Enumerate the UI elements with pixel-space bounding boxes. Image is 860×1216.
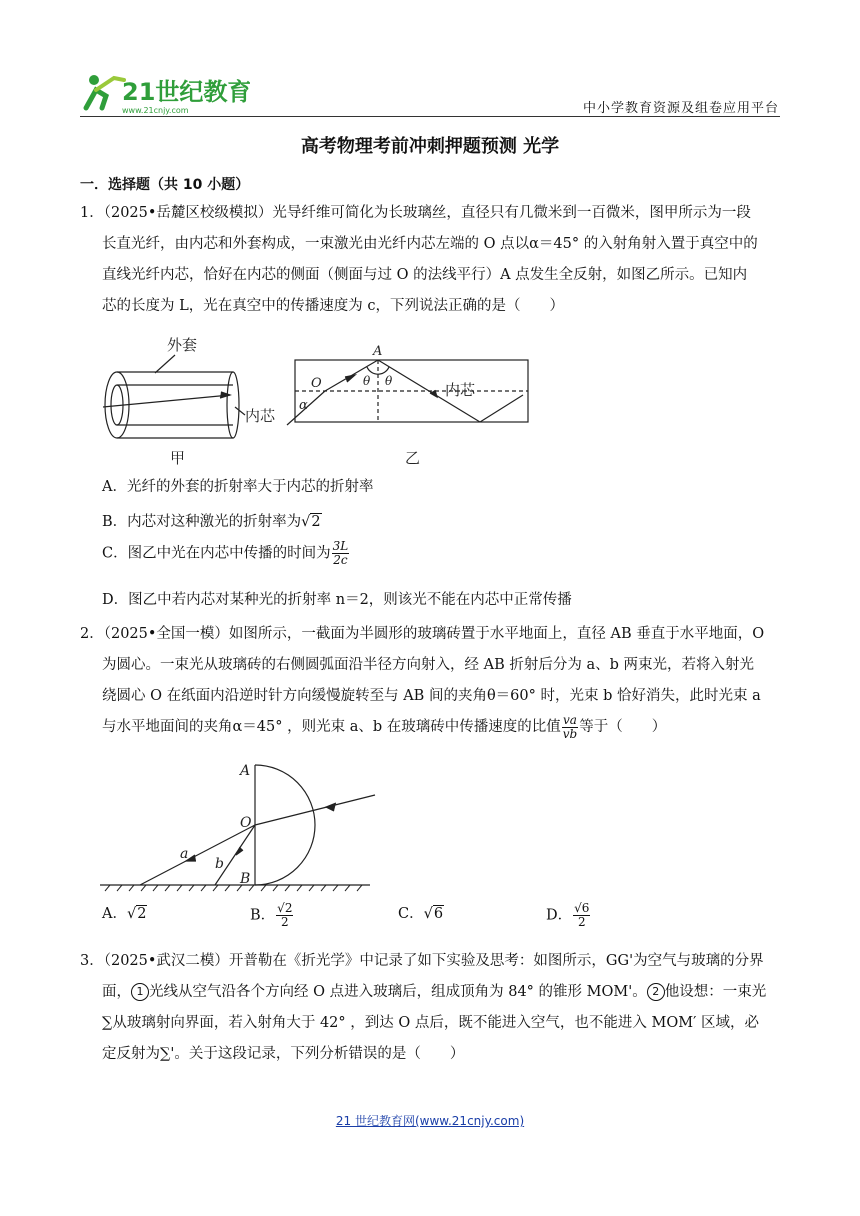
section-heading: 一．选择题（共 10 小题） xyxy=(80,177,250,193)
logo xyxy=(80,68,250,118)
header-divider xyxy=(80,116,780,117)
q2-option-d: D． $\frac{√6}{2}$ xyxy=(546,901,590,929)
q2-option-b: B． $\frac{√2}{2}$ xyxy=(250,901,293,929)
svg-text:A: A xyxy=(373,344,383,359)
q2-options xyxy=(102,902,782,929)
svg-text:21世纪教育: 21世纪教育 xyxy=(122,78,250,106)
footer-link[interactable]: 21 世纪教育网(www.21cnjy.com) xyxy=(335,1114,525,1128)
svg-text:a: a xyxy=(180,846,189,862)
q1-option-b: B．内芯对这种激光的折射率为√2 xyxy=(102,514,321,530)
svg-text:b: b xyxy=(215,856,224,872)
runner-logo-icon xyxy=(80,68,250,118)
svg-text:O: O xyxy=(240,815,252,831)
question-1-figure xyxy=(95,335,535,465)
q1-option-a: A．光纤的外套的折射率大于内芯的折射率 xyxy=(102,479,374,495)
q2-option-c: C．√6 xyxy=(398,906,444,922)
svg-text:外套: 外套 xyxy=(167,336,198,354)
svg-text:O: O xyxy=(311,376,322,391)
page-title: 高考物理考前冲刺押题预测 光学 xyxy=(300,136,560,157)
q2-option-a: A．√2 xyxy=(102,906,147,922)
svg-text:内芯: 内芯 xyxy=(445,381,476,399)
svg-text:α: α xyxy=(299,398,308,413)
question-2-figure xyxy=(100,755,380,895)
svg-text:乙: 乙 xyxy=(405,449,421,465)
svg-text:A: A xyxy=(240,763,251,779)
question-2-text: 2．（2025•全国一模）如图所示，一截面为半圆形的玻璃砖置于水平地面上，直径 AB 垂直于水平地面，O 为圆心。一束光从玻璃砖的右侧圆弧面沿半径方向射入，经 AB 折射后分为 a、b 两束光，若将入射光 绕圆心 O 在纸面内沿逆时针方向缓慢旋转至与 AB 间的夹角θ＝60° 时，光束 b 恰好消失，此时光束 a 与水平地面间的夹角α＝45° ，则光束 a、b 在玻璃砖中传播速度的比值 $\frac{va}{vb}$ 等于（ ） xyxy=(80,626,765,741)
svg-text:内芯: 内芯 xyxy=(245,407,276,425)
question-3-text: 3．（2025•武汉二模）开普勒在《折光学》中记录了如下实验及思考：如图所示，GG'为空气与玻璃的分界 面， 1 光线从空气沿各个方向经 O 点进入玻璃后，组成顶角为 84° 的锥形 MOM'。 2 他设想：一束光 ∑从玻璃射向界面，若入射角大于 42° ，到达 O 点后，既不能进入空气，也不能进入 MOM′ 区域，必 定反射为∑'。关于这段记录，下列分析错误的是（ ） xyxy=(80,953,767,1062)
q1-option-d: D．图乙中若内芯对某种光的折射率 n＝2，则该光不能在内芯中正常传播 xyxy=(102,592,572,608)
svg-text:θ: θ xyxy=(385,374,393,388)
svg-text:B: B xyxy=(240,871,251,887)
svg-text:θ: θ xyxy=(363,374,371,388)
svg-text:甲: 甲 xyxy=(170,449,186,465)
brand-text: 中小学教育资源及组卷应用平台 xyxy=(583,101,780,116)
q1-option-c: C．图乙中光在内芯中传播的时间为 $\frac{3L}{2c}$ xyxy=(102,539,349,567)
svg-text:www.21cnjy.com: www.21cnjy.com xyxy=(122,106,189,115)
question-1-text: 1．（2025•岳麓区校级模拟）光导纤维可简化为长玻璃丝，直径只有几微米到一百微米，图甲所示为一段 长直光纤，由内芯和外套构成，一束激光由光纤内芯左端的 O 点以α＝45° 的入射角射入置于真空中的 直线光纤内芯，恰好在内芯的侧面（侧面与过 O 的法线平行）A 点发生全反射，如图乙所示。已知内 芯的长度为 L，光在真空中的传播速度为 c，下列说法正确的是（ ） xyxy=(80,205,758,314)
